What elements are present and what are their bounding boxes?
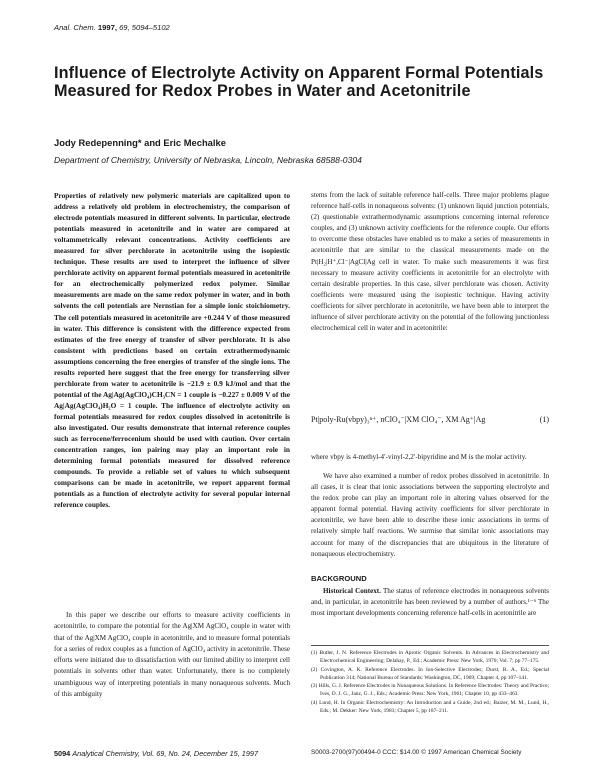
- author-affiliation: Department of Chemistry, University of Nebraska, Lincoln, Nebraska 68588-0304: [54, 155, 362, 165]
- equation-definition: where vbpy is 4-methyl-4′-vinyl-2,2′-bipyridine and M is the molar activity.: [311, 453, 527, 461]
- background-text: The status of reference electrodes in nonaqueous solvents and, in particular, in acetonitrile has been reviewed by a number of authors.¹⁻⁶ The most important developments concerning reference half-cells in acetonitrile are: [311, 587, 549, 618]
- journal-volume: 69,: [119, 23, 130, 32]
- footnote-list: [311, 649, 549, 715]
- section-heading-background: BACKGROUND: [311, 574, 367, 583]
- subsection-heading: Historical Context.: [323, 587, 381, 595]
- body-paragraph-2: We have also examined a number of redox probes dissolved in acetonitrile. In all cases, it is clear that ionic associations between the supporting electrolyte and the redox probe can play an important role in altering values observed for the apparent formal potential. Having activity coefficients for silver perchlorate in acetonitrile, we have been able to describe these ionic associations in terms of relatively simple half reactions. We surmise that similar ionic associations may account for many of the discrepancies that are ubiquitous in the literature of nonaqueous electrochemistry.: [311, 472, 549, 558]
- journal-year: 1997,: [97, 23, 117, 32]
- author-list: Jody Redepenning* and Eric Mechalke: [54, 137, 226, 148]
- body-paragraph-1: stems from the lack of suitable reference half-cells. Three major problems plague reference half-cells in nonaqueous solvents: (1) unknown liquid junction potentials, (2) questionable extrathermodynamic assumptions concerning internal reference couples, and (3) unknown activity coefficients for the reference couple. Our efforts to overcome these obstacles have enabled us to make a series of measurements in acetonitrile that are similar to the classical measurements made on the Pt|H₂|H⁺,Cl⁻|AgCl|Ag cell in water. To make such measurements it was first necessary to measure activity coefficients in acetonitrile for an electrolyte with certain desirable properties. In this case, silver perchlorate was chosen. Activity coefficients were measured using the isopiestic technique. Having activity coefficients for silver perchlorate in acetonitrile, we have been able to interpret the influence of silver perchlorate activity on the potential of the following junctionless electrochemical cell in water and in acetonitrile:: [311, 191, 549, 333]
- footer-journal: Analytical Chemistry, Vol. 69, No. 24, December 15, 1997: [72, 749, 259, 758]
- equation-number: (1): [539, 415, 549, 424]
- footnote-divider: [311, 645, 549, 646]
- article-title: Influence of Electrolyte Activity on Apparent Formal Potentials Measured for Redox Probes in Water and Acetonitrile: [54, 64, 544, 101]
- journal-pages: 5094–5102: [131, 23, 170, 32]
- abstract: Properties of relatively new polymeric materials are capitalized upon to address a relatively old problem in electrochemistry, the comparison of electrode potentials measured in different solvents. In particular, electrode potentials measured in acetonitrile and in water are compared at voltammetrically relevant concentrations. Activity coefficients are measured for silver perchlorate in acetonitrile using the isopiestic technique. These results are used to interpret the influence of silver perchlorate activity on apparent formal potentials measured in acetonitrile for an electrochemically polymerized redox polymer. Similar measurements are made on the same redox polymer in water, and in both solvents the cell potentials are Nernstian for a simple ionic stoichiometry. The cell potentials measured in acetonitrile are +0.244 V of those measured in water. This difference is consistent with the difference expected from estimates of the free energy of transfer of silver perchlorate. It is also consistent with predictions based on certain extrathermodynamic assumptions concerning the free energies of transfer of the single ions. The results reported here suggest that the free energy for transferring silver perchlorate from water to acetonitrile is −21.9 ± 0.9 kJ/mol and that the potential of the Ag|Ag(AgClO₄)CH₃CN = 1 couple is −0.227 ± 0.009 V of the Ag|Ag(AgClO₄)H₂O = 1 couple. The influence of electrolyte activity on formal potentials measured for redox couples dissolved in acetonitrile is also investigated. Our results demonstrate that internal reference couples such as ferrocene/ferrocenium should be used with caution. Over certain concentration ranges, ion pairing may play an important role in determining formal potentials measured for dissolved reference compounds. To provide a reliable set of values to which subsequent comparisons can be made in acetonitrile, we report apparent formal potentials as a function of electrolyte activity for several popular internal reference couples.: [54, 191, 290, 510]
- footnote-item: (3) Hills, G. J. Reference Electrodes in Nonaqueous Solutions. In Reference Electrodes: Theory and Practice; Ives, D. J. G., Janz, G. J., Eds.; Academic Press: New York, 1961; Chapter 10, pp 433–463.: [311, 683, 549, 698]
- footnote-item: (1) Butler, J. N. Reference Electrodes in Aprotic Organic Solvents. In Advances in Electrochemistry and Electrochemical Engineering; Delahay, P., Ed.; Academic Press: New York, 1970; Vol. 7; pp 77–175.: [311, 650, 549, 665]
- page-footer: [54, 749, 258, 758]
- introduction-paragraph: In this paper we describe our efforts to measure activity coefficients in acetonitrile, to compare the potential for the Ag|XM AgClO₄ couple in water with that of the Ag|XM AgClO₄ couple in acetonitrile, and to measure formal potentials for a series of redox couples as a function of AgClO₄ activity in acetonitrile. These efforts were initiated due to dissatisfaction with our limited ability to interpret cell potentials in solvents other than water. Unfortunately, there is no completely unambiguous way of interpreting potentials in many nonaqueous solvents. Much of this ambiguity: [54, 611, 290, 698]
- footnote-item: (4) Lund, H. In Organic Electrochemistry: An Introduction and a Guide, 2nd ed.; Baizer, M. M., Lund, H., Eds.; M. Dekker: New York, 1983; Chapter 5, pp 187–211.: [311, 699, 549, 715]
- page-number: 5094: [54, 749, 71, 758]
- background-paragraph: [311, 586, 549, 619]
- journal-name: Anal. Chem.: [54, 23, 96, 32]
- equation-1: [311, 415, 549, 424]
- footnote-item: (2) Covington, A. K. Reference Electrodes. In Ion-Selective Electrodes; Durst, R. A., Ed.; Special Publication 314; National Bureau of Standards: Washington, DC, 1969; Chapter 4, pp 107–141.: [311, 666, 549, 681]
- journal-header: [54, 23, 170, 32]
- equation-text: Pt|poly-Ru(vbpy)₃ⁿ⁺, nClO₄⁻|XM ClO₄⁻, XM Ag⁺|Ag: [311, 415, 486, 424]
- footer-copyright: S0003-2700(97)00494-0 CCC: $14.00 © 1997 American Chemical Society: [311, 749, 522, 756]
